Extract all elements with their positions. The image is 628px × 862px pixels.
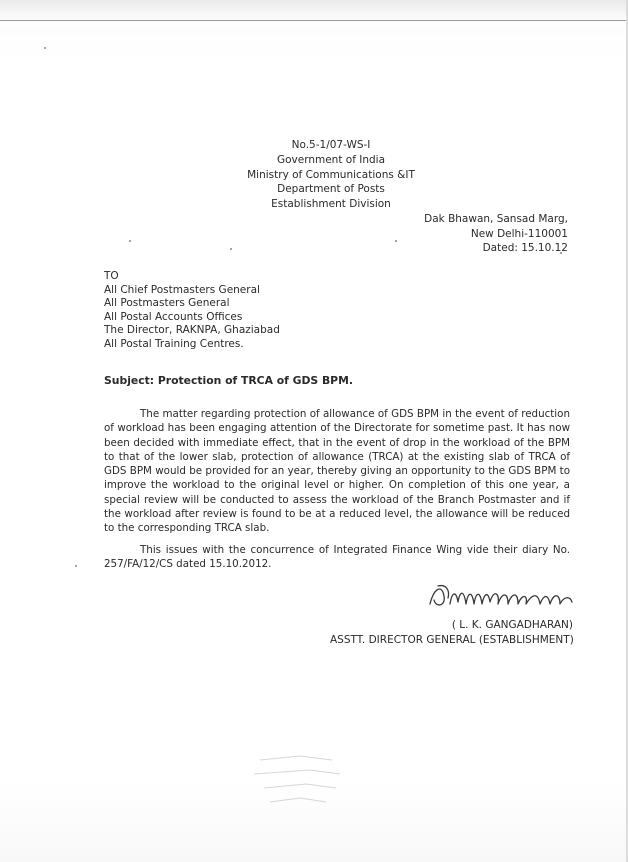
- signatory-name: ( L. K. GANGADHARAN): [451, 619, 573, 631]
- recipient-item: All Chief Postmasters General: [104, 283, 260, 296]
- scan-top-shadow: [0, 0, 628, 26]
- sender-address: [400, 212, 568, 256]
- recipient-item: All Postal Accounts Offices: [104, 310, 243, 323]
- recipient-item: The Director, RAKNPA, Ghaziabad: [104, 324, 280, 337]
- scan-speck: [75, 565, 77, 567]
- body-paragraph-2: This issues with the concurrence of Integrated Finance Wing vide their diary No. 257/FA/12/CS dated 15.10.2012.: [104, 544, 570, 571]
- scan-top-edge-line: [0, 20, 628, 21]
- address-line-2: New Delhi-110001: [470, 227, 568, 240]
- letter-date: Dated: 15.10.12: [482, 242, 568, 254]
- scan-speck: [230, 248, 232, 250]
- letter-header: [226, 138, 436, 212]
- file-number: No.5-1/07-WS-I: [291, 139, 371, 151]
- scan-speck: [395, 240, 397, 242]
- handwritten-signature: [420, 574, 580, 620]
- ministry-name: Ministry of Communications &IT: [247, 168, 415, 181]
- recipient-item: All Postal Training Centres.: [104, 337, 244, 350]
- to-label: TO: [104, 270, 119, 282]
- signatory-designation: ASSTT. DIRECTOR GENERAL (ESTABLISHMENT): [330, 633, 574, 646]
- subject-line: Subject: Protection of TRCA of GDS BPM.: [104, 374, 353, 387]
- faint-stamp-showthrough: [240, 740, 360, 820]
- recipient-item: All Postmasters General: [104, 297, 230, 310]
- signatory-block: [330, 618, 573, 647]
- scan-speck: [44, 47, 46, 49]
- division-name: Establishment Division: [271, 198, 391, 211]
- recipient-list: [104, 270, 280, 352]
- government-name: Government of India: [276, 153, 386, 166]
- address-line-1: Dak Bhawan, Sansad Marg,: [424, 213, 568, 225]
- scan-speck: [129, 240, 131, 242]
- body-paragraph-1: The matter regarding protection of allowance of GDS BPM in the event of reduction of workload has been engaging attention of the Directorate for sometime past. It has now been decided with immediate effect, that in the event of drop in the workload of the BPM to that of the lower slab, protection of allowance (TRCA) at the existing slab of TRCA of GDS BPM would be provided for an year, thereby giving an opportunity to the GDS BPM to improve the workload to the original level or higher. On completion of this one year, a special review will be conducted to assess the workload of the Branch Postmaster and if the workload after review is found to be at a reduced level, the allowance will be reduced to the corresponding TRCA slab.: [104, 408, 570, 535]
- department-name: Department of Posts: [277, 183, 385, 196]
